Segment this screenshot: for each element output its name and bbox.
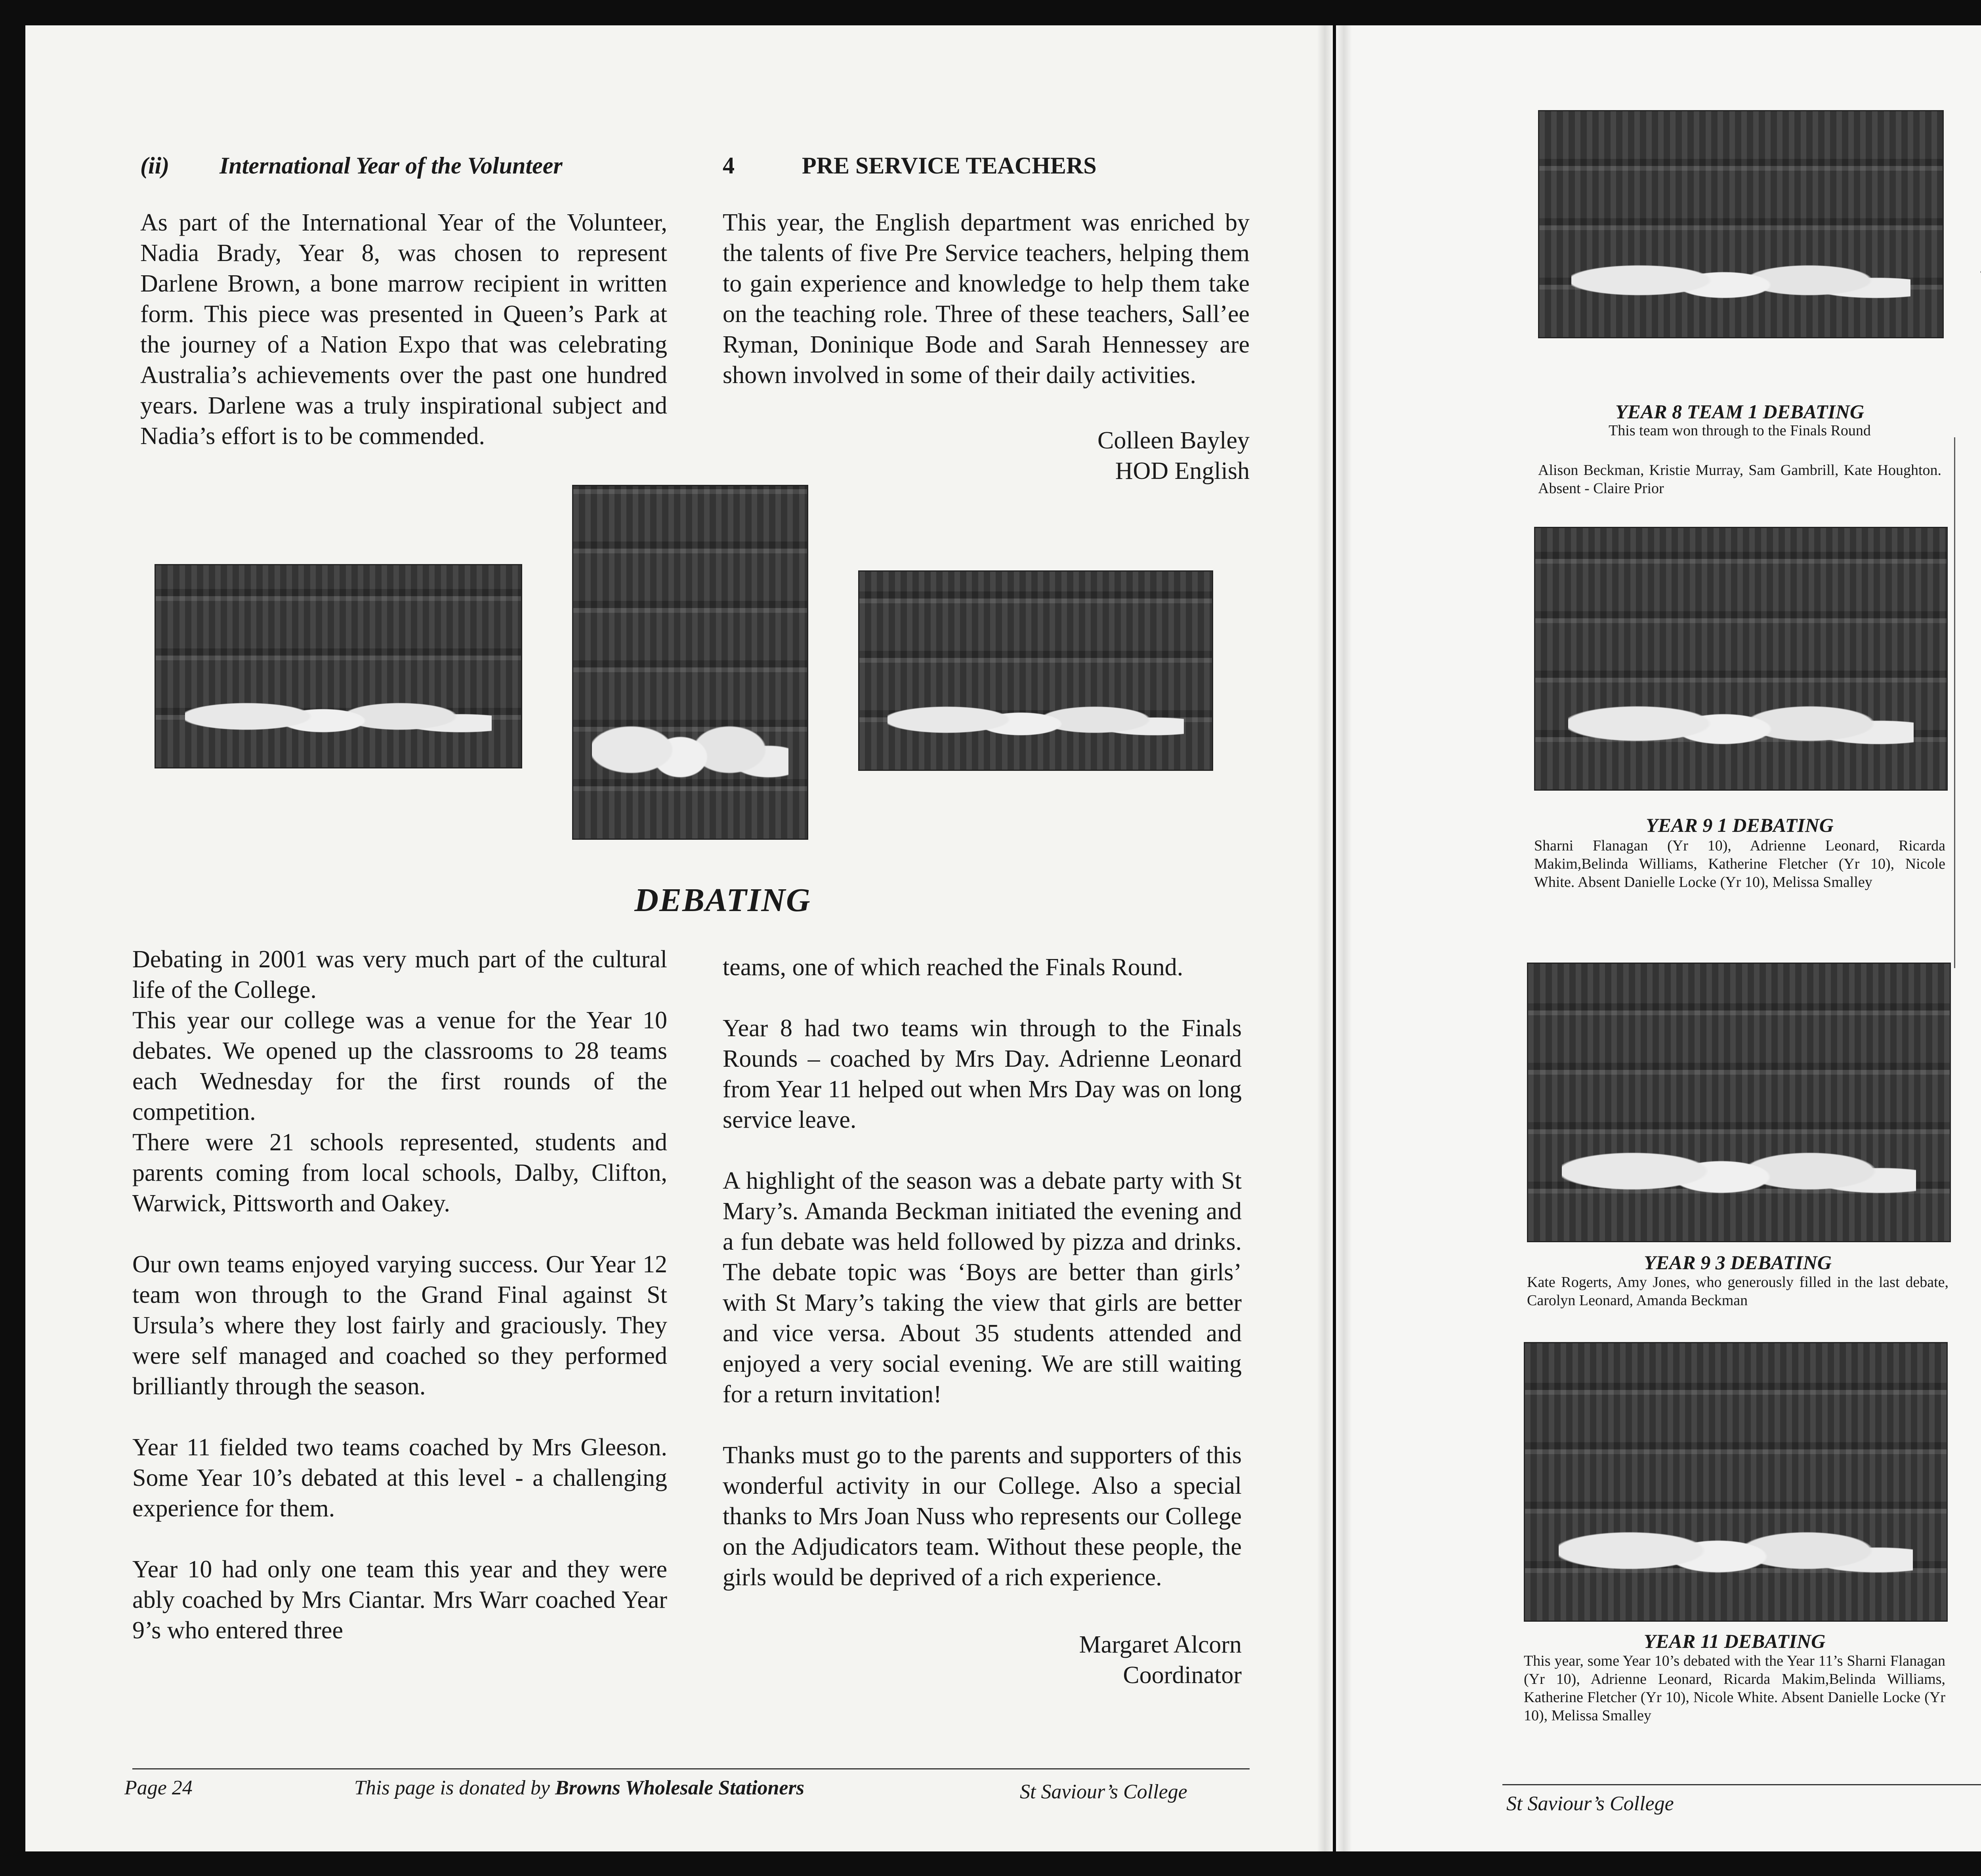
year9-3-caption-text: Kate Rogerts, Amy Jones, who generously filled in the last debate, Carolyn Leonard, Amanda Beckman: [1527, 1274, 1949, 1309]
year11-caption-title: YEAR 11 DEBATING: [1643, 1630, 1826, 1652]
donation-prefix: This page is donated by: [354, 1777, 550, 1799]
section-title: International Year of the Volunteer: [219, 153, 563, 179]
debating-signature: [723, 1630, 1242, 1691]
donation-note: [354, 1776, 804, 1800]
teachers-with-students-photo: [858, 570, 1213, 771]
year9-1-caption-title: YEAR 9 1 DEBATING: [1646, 814, 1834, 836]
section-title: PRE SERVICE TEACHERS: [802, 153, 1097, 179]
signature-name: Colleen Bayley: [1097, 427, 1250, 454]
year8-team1-caption-title: YEAR 8 TEAM 1 DEBATING: [1615, 400, 1864, 423]
title-letter: [1973, 861, 1981, 908]
paragraph: There were 21 schools represented, students and parents coming from local schools, Dalby, Clifton, Warwick, Pittsworth and Oakey.: [132, 1129, 667, 1217]
title-letter: [1973, 524, 1981, 572]
title-letter: [1973, 746, 1981, 793]
title-letter: [1973, 1388, 1981, 1435]
signature-role: Coordinator: [1123, 1662, 1242, 1689]
paragraph: teams, one of which reached the Finals Round.: [723, 954, 1183, 981]
year9-3-caption-title: YEAR 9 3 DEBATING: [1644, 1251, 1832, 1274]
debating-column-1: [132, 944, 667, 1646]
college-name: St Saviour’s College: [1506, 1792, 1674, 1815]
signature-name: Margaret Alcorn: [1079, 1631, 1242, 1658]
title-letter: [1973, 1499, 1981, 1546]
section-number: (ii): [140, 153, 170, 179]
volunteer-text: As part of the International Year of the Volunteer, Nadia Brady, Year 8, was chosen to represent Darlene Brown, a bone marrow recipient in written form. This piece was presented in Queen’s Park at the journey of a Nation Expo that was celebrating Australia’s achievements over the past one hundred years. Darlene was a truly inspirational subject and Nadia’s effort is to be commended.: [140, 209, 667, 450]
pre-service-text: This year, the English department was enriched by the talents of five Pre Service teachers, helping them to gain experience and knowledge to help them take on the teaching role. Three of these teachers, Sall’ee Ryman, Doninique Bode and Sarah Hennessey are shown involved in some of their daily activities.: [723, 209, 1250, 389]
debating-title: DEBATING: [634, 882, 811, 919]
footer-rule: [132, 1768, 1250, 1769]
paragraph: This year our college was a venue for the Year 10 debates. We opened up the classrooms to 28 teams each Wednesday for the first rounds of the competition.: [132, 1007, 667, 1125]
right-page: [1336, 25, 1981, 1851]
spine-shadow: [1317, 25, 1333, 1851]
column-divider: [1954, 437, 1955, 968]
title-letter: [1973, 1158, 1981, 1205]
title-letter: [1973, 124, 1981, 172]
year8-team1-caption-sub: This team won through to the Finals Round: [1609, 422, 1871, 439]
footer-rule: [1502, 1784, 1981, 1785]
paragraph: Thanks must go to the parents and supporters of this wonderful activity in our College. Also a special thanks to Mrs Joan Nuss who represents our College on the Adjudicators team. Without these people, the girls would be deprived of a rich experience.: [723, 1442, 1242, 1591]
signature-role: HOD English: [1115, 458, 1250, 484]
year9-1-caption-text: Sharni Flanagan (Yr 10), Adrienne Leonard, Ricarda Makim,Belinda Williams, Katherine Fletcher (Yr 10), Nicole White. Absent Danielle Locke (Yr 10), Melissa Smalley: [1534, 837, 1945, 890]
students-reading-photo: [155, 564, 522, 768]
pre-service-heading: [723, 152, 1277, 179]
left-page: [25, 25, 1333, 1851]
title-letter: [1973, 1717, 1981, 1764]
volunteer-heading: [140, 152, 695, 179]
title-letter: [1973, 235, 1981, 282]
paragraph: Year 8 had two teams win through to the Finals Rounds – coached by Mrs Day. Adrienne Leonard from Year 11 helped out when Mrs Day was on long service leave.: [723, 1015, 1242, 1133]
year9-1-photo: [1534, 527, 1948, 791]
donor-name: Browns Wholesale Stationers: [555, 1777, 804, 1799]
title-letter: [1973, 1606, 1981, 1653]
title-letter: [1973, 1277, 1981, 1324]
year8-team1-caption-names: Alison Beckman, Kristie Murray, Sam Gambrill, Kate Houghton. Absent - Claire Prior: [1538, 462, 1941, 497]
page-number: Page 24: [124, 1777, 193, 1799]
college-name: St Saviour’s College: [1020, 1781, 1187, 1803]
year8-team1-photo: [1538, 110, 1944, 338]
title-letter: [1973, 350, 1981, 397]
paragraph: Debating in 2001 was very much part of the cultural life of the College.: [132, 946, 667, 1003]
teacher-portrait-photo: [572, 485, 808, 840]
paragraph: Year 11 fielded two teams coached by Mrs Gleeson. Some Year 10’s debated at this level - a challenging experience for them.: [132, 1434, 667, 1522]
pre-service-signature: [723, 425, 1250, 486]
year9-3-photo: [1527, 963, 1951, 1242]
spine-shadow: [1336, 25, 1352, 1851]
title-letter: [1973, 631, 1981, 679]
paragraph: Year 10 had only one team this year and they were ably coached by Mrs Ciantar. Mrs Warr coached Year 9’s who entered three: [132, 1556, 667, 1644]
year11-caption-text: This year, some Year 10’s debated with the Year 11’s Sharni Flanagan (Yr 10), Adrienne Leonard, Ricarda Makim,Belinda Williams, Katherine Fletcher (Yr 10), Nicole White. Absent Danielle Locke (Yr 10), Melissa Smalley: [1524, 1653, 1945, 1724]
debating-column-2: [723, 952, 1242, 1593]
paragraph: Our own teams enjoyed varying success. Our Year 12 team won through to the Grand Final against St Ursula’s where they lost fairly and graciously. They were self managed and coached so they performed brilliantly through the season.: [132, 1251, 667, 1400]
paragraph: A highlight of the season was a debate party with St Mary’s. Amanda Beckman initiated the evening and a fun debate was held followed by pizza and drinks. The debate topic was ‘Boys are better than girls’ with St Mary’s taking the view that girls are better and vice versa. About 35 students attended and enjoyed a very social evening. We are still waiting for a return invitation!: [723, 1167, 1242, 1408]
section-number: 4: [723, 153, 735, 179]
year11-photo: [1524, 1342, 1948, 1622]
